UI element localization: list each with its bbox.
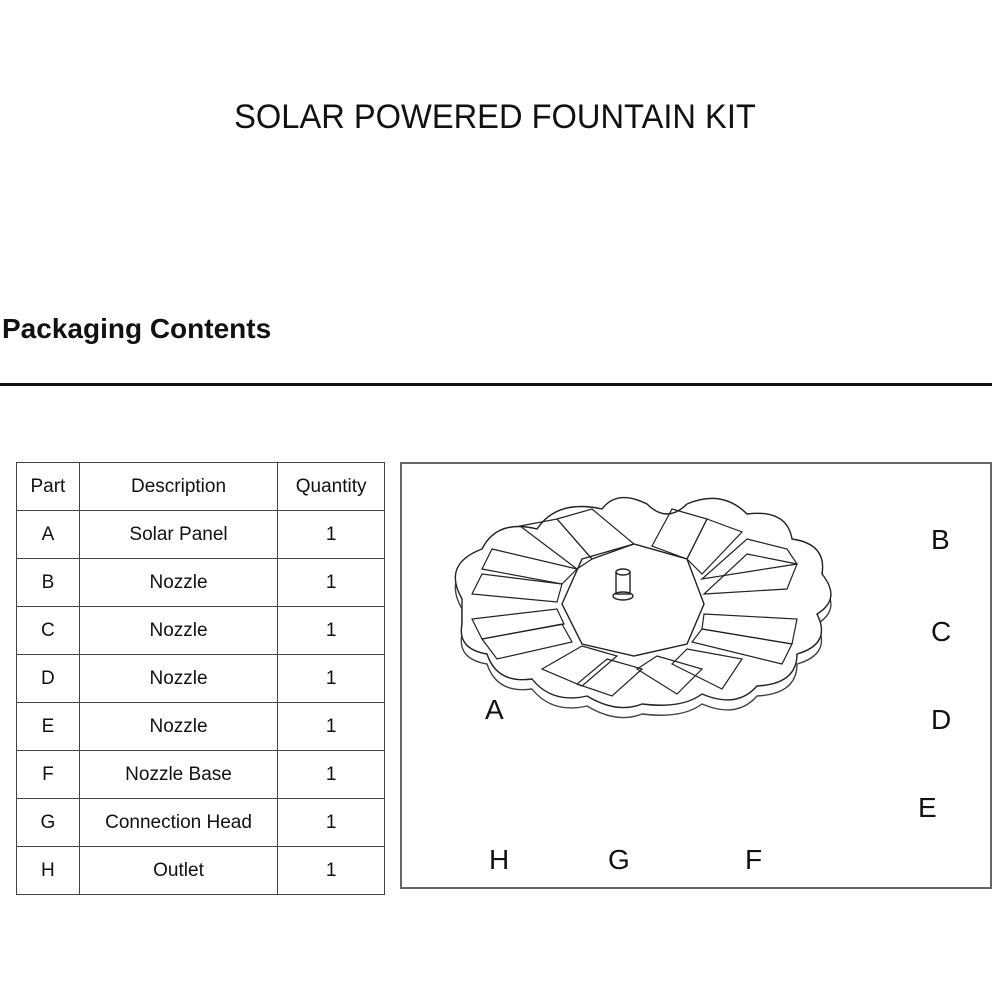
table-row — [17, 559, 385, 607]
table-row — [17, 751, 385, 799]
cell-part: C — [17, 607, 80, 655]
table-row — [17, 655, 385, 703]
cell-description: Nozzle — [79, 607, 277, 655]
cell-part: B — [17, 559, 80, 607]
table-row — [17, 511, 385, 559]
cell-part: E — [17, 703, 80, 751]
cell-description: Nozzle — [79, 655, 277, 703]
label-e: E — [918, 792, 937, 823]
header-quantity: Quantity — [278, 463, 385, 511]
table-row — [17, 847, 385, 895]
table-row — [17, 799, 385, 847]
parts-diagram — [400, 462, 992, 889]
solar-panel-illustration — [455, 498, 831, 718]
cell-quantity: 1 — [278, 799, 385, 847]
cell-part: D — [17, 655, 80, 703]
table-header-row — [17, 463, 385, 511]
table-row — [17, 607, 385, 655]
cell-description: Nozzle — [79, 559, 277, 607]
page-title: SOLAR POWERED FOUNTAIN KIT — [234, 98, 756, 136]
cell-quantity: 1 — [278, 607, 385, 655]
section-heading: Packaging Contents — [2, 313, 272, 344]
cell-description: Solar Panel — [79, 511, 277, 559]
label-a: A — [485, 694, 504, 725]
cell-quantity: 1 — [278, 847, 385, 895]
header-part: Part — [17, 463, 80, 511]
cell-quantity: 1 — [278, 751, 385, 799]
cell-description: Connection Head — [79, 799, 277, 847]
label-b: B — [931, 524, 950, 555]
label-c: C — [931, 616, 952, 647]
label-h: H — [489, 844, 510, 875]
table-row — [17, 703, 385, 751]
horizontal-divider — [0, 383, 992, 386]
cell-description: Outlet — [79, 847, 277, 895]
header-description: Description — [79, 463, 277, 511]
label-d: D — [931, 704, 952, 735]
parts-table — [16, 462, 385, 895]
cell-description: Nozzle — [79, 703, 277, 751]
cell-part: G — [17, 799, 80, 847]
cell-quantity: 1 — [278, 703, 385, 751]
cell-description: Nozzle Base — [79, 751, 277, 799]
cell-quantity: 1 — [278, 559, 385, 607]
cell-part: H — [17, 847, 80, 895]
label-g: G — [608, 844, 630, 875]
label-f: F — [745, 844, 763, 875]
cell-part: F — [17, 751, 80, 799]
cell-quantity: 1 — [278, 511, 385, 559]
cell-quantity: 1 — [278, 655, 385, 703]
cell-part: A — [17, 511, 80, 559]
